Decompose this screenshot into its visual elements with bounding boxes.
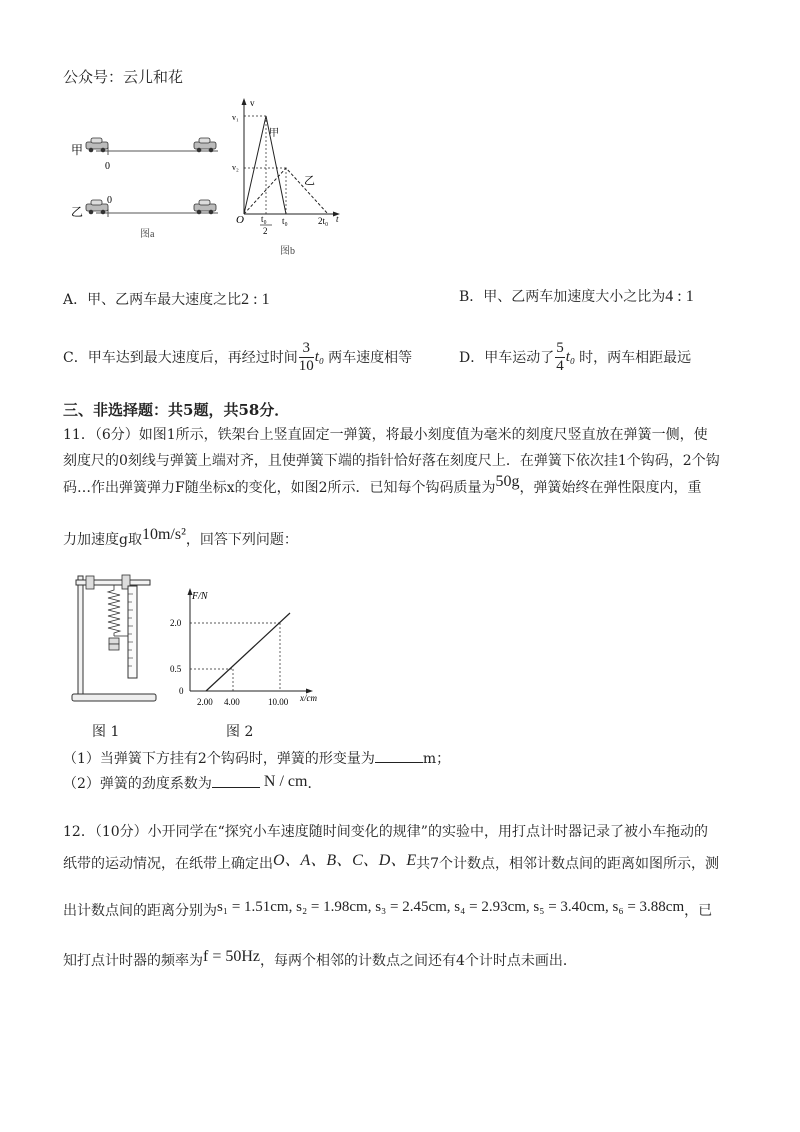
x-tick: 2.00 [197,697,213,707]
q11-line2: 刻度尺的0刻线与弹簧上端对齐，且使弹簧下端的指针恰好落在刻度尺上．在弹簧下依次挂1个钩码，2个钩 [63,453,720,469]
account-header: 公众号：云儿和花 [63,68,184,86]
q11-sub1: （1）当弹簧下方挂有2个钩码时，弹簧的形变量为 m； [63,751,451,767]
zero-label-b: 0 [107,195,112,206]
weight [109,638,119,644]
svg-text:2: 2 [263,226,268,236]
car-diagram [66,125,236,245]
x-axis-label: x/cm [300,693,317,703]
y-tick: 0.5 [170,664,182,674]
svg-text:2t₀: 2t₀ [318,216,329,226]
q12-line4: 知打点计时器的频率为f = 50Hz，每两个相邻的计数点之间还有4个计时点未画出． [63,948,577,969]
car-icon [194,200,216,214]
svg-text:t: t [336,214,339,224]
label-jia: 甲 [71,143,84,157]
svg-text:v₁: v₁ [232,113,239,122]
x-tick: 4.00 [224,697,240,707]
svg-text:O: O [236,214,244,226]
car-icon [86,138,108,152]
f-axis-label: F/N [192,591,208,602]
q12-line3: 出计数点间的距离分别为s₁ = 1.51cm, s₂ = 1.98cm, s₃ = 2.45cm, s₄ = 2.93cm, s₅ = 3.40cm, s₆ = 3.88cm，已 [63,899,713,919]
fx-graph [172,585,332,710]
y-tick: 0 [179,686,184,696]
svg-text:t₀: t₀ [282,216,288,226]
spring [108,585,120,636]
option-c: C．甲车达到最大速度后，再经过时间 $\frac{3}{10}$ t₀ 两车速度相等 [63,339,413,374]
y-tick: 2.0 [170,618,182,628]
q11-sub2: （2）弹簧的劲度系数为 N / cm． [63,773,322,792]
fx-line [206,613,290,691]
line-jia [244,116,286,214]
svg-text:甲: 甲 [269,128,279,139]
zero-label-a: 0 [105,161,110,172]
option-a: A．甲、乙两车最大速度之比2 : 1 [63,291,270,308]
option-d: D．甲车运动了 $\frac{5}{4}$ t₀ 时，两车相距最远 [459,339,692,374]
option-b: B．甲、乙两车加速度大小之比为4 : 1 [459,288,694,305]
svg-text:t₀: t₀ [261,214,267,224]
svg-text:v₂: v₂ [232,163,239,172]
stand-pole [78,576,83,694]
q11-line1: 11．（6分）如图1所示，铁架台上竖直固定一弹簧，将最小刻度值为毫米的刻度尺竖直放在弹簧一侧，使 [63,427,708,443]
stand-base [72,694,156,701]
car-icon [86,200,108,214]
label-yi: 乙 [71,205,84,219]
answer-blank[interactable] [212,775,260,788]
x-tick: 10.00 [268,697,289,707]
answer-blank[interactable] [375,750,423,763]
svg-text:v: v [250,98,255,108]
q12-line1: 12．（10分）小开同学在“探究小车速度随时间变化的规律”的实验中，用打点计时器记录了被小车拖动的 [63,824,708,840]
fig1-caption: 图 1 [92,724,120,740]
q11-line4: 力加速度g取10m/s²，回答下列问题： [63,526,298,548]
caption-a: 图a [140,229,155,240]
svg-text:乙: 乙 [304,175,315,187]
fig2-caption: 图 2 [226,724,254,740]
line-yi [244,168,328,214]
vt-graph [228,96,348,261]
caption-b: 图b [280,246,295,257]
section-heading: 三、非选择题：共5题，共58分． [63,401,290,419]
car-icon [194,138,216,152]
iron-stand-figure [66,570,162,710]
q11-line3: 码…作出弹簧弹力F随坐标x的变化，如图2所示．已知每个钩码质量为50g，弹簧始终在弹性限度内，重 [63,473,702,496]
q12-line2: 纸带的运动情况，在纸带上确定出O、A、B、C、D、E共7个计数点，相邻计数点间的距离如图所示，测 [63,852,720,872]
ruler [128,586,137,678]
